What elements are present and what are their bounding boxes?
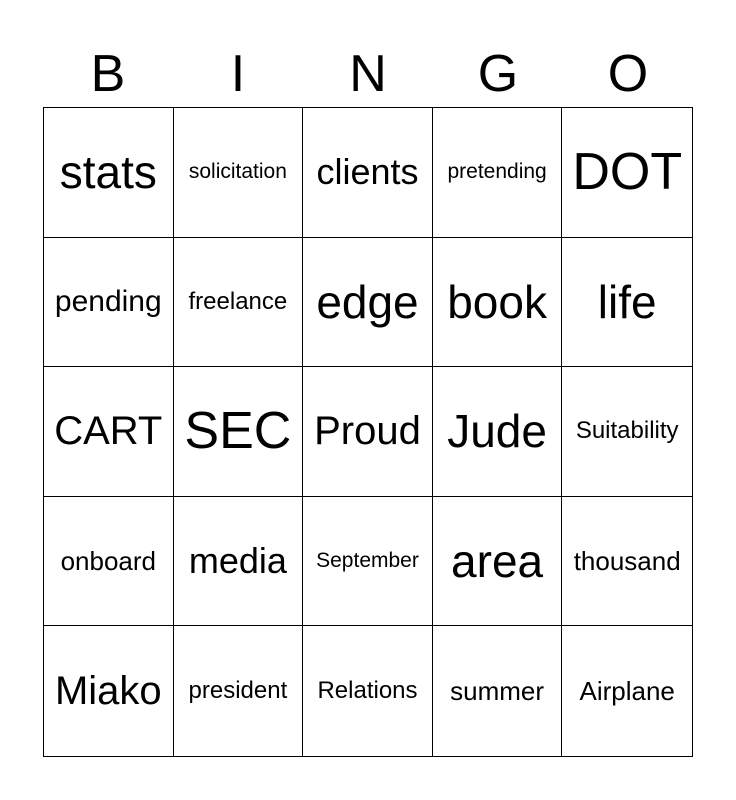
bingo-cell[interactable]: summer	[433, 626, 563, 756]
bingo-cell[interactable]: clients	[303, 108, 433, 238]
bingo-cell[interactable]: stats	[44, 108, 174, 238]
bingo-board	[43, 107, 693, 757]
bingo-cell[interactable]: Relations	[303, 626, 433, 756]
bingo-cell[interactable]: media	[174, 497, 304, 627]
bingo-cell[interactable]: solicitation	[174, 108, 304, 238]
bingo-cell[interactable]: book	[433, 238, 563, 368]
bingo-cell[interactable]: pending	[44, 238, 174, 368]
bingo-cell[interactable]: edge	[303, 238, 433, 368]
bingo-cell[interactable]: thousand	[562, 497, 692, 627]
bingo-cell[interactable]: September	[303, 497, 433, 627]
bingo-cell[interactable]: life	[562, 238, 692, 368]
bingo-cell[interactable]: pretending	[433, 108, 563, 238]
header-letter-i: I	[230, 45, 246, 103]
bingo-cell[interactable]: DOT	[562, 108, 692, 238]
header-letter-g: G	[477, 45, 519, 103]
bingo-cell[interactable]: Proud	[303, 367, 433, 497]
header-letter-b: B	[90, 45, 126, 103]
header-letter-n: N	[349, 45, 387, 103]
bingo-cell[interactable]: Airplane	[579, 675, 675, 706]
bingo-cell[interactable]: Miako	[44, 626, 174, 756]
bingo-cell[interactable]: freelance	[174, 238, 304, 368]
header-letter-o: O	[607, 45, 649, 103]
bingo-header	[43, 40, 693, 108]
bingo-cell[interactable]: Suitability	[562, 367, 692, 497]
bingo-cell[interactable]: area	[433, 497, 563, 627]
bingo-cell[interactable]: onboard	[44, 497, 174, 627]
bingo-cell[interactable]: president	[174, 626, 304, 756]
bingo-cell[interactable]: SEC	[174, 367, 304, 497]
bingo-cell[interactable]: Jude	[433, 367, 563, 497]
bingo-cell[interactable]: CART	[44, 367, 174, 497]
